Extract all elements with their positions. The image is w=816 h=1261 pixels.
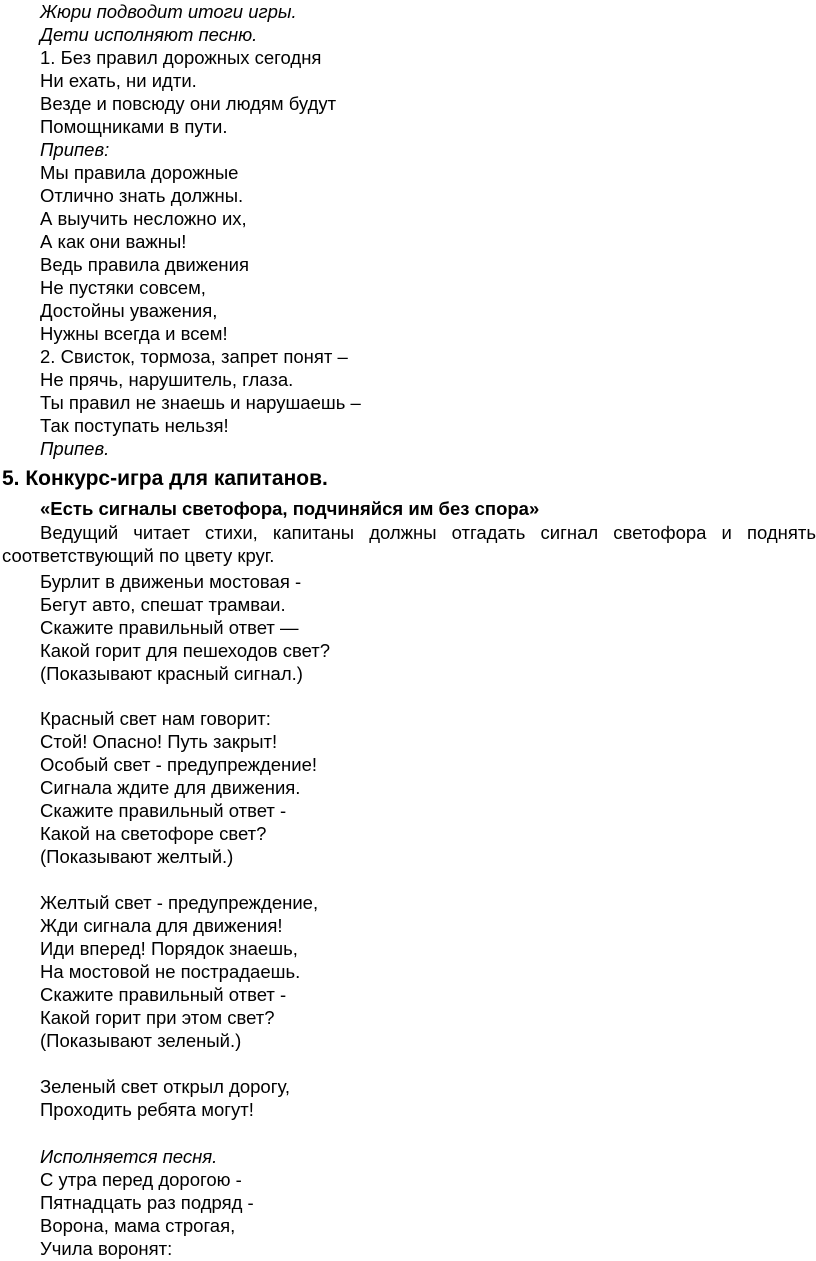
verse-green-answer: [40, 1075, 290, 1121]
text-line: На мостовой не пострадаешь.: [40, 961, 301, 982]
verse-green: [40, 891, 318, 1052]
text-line: 2. Свисток, тормоза, запрет понят –: [40, 346, 348, 367]
song-crow: [40, 1145, 254, 1260]
text-line: Припев.: [40, 438, 110, 459]
text-line: Не прячь, нарушитель, глаза.: [40, 369, 294, 390]
text-line: Сигнала ждите для движения.: [40, 777, 301, 798]
section-heading: 5. Конкурс-игра для капитанов.: [2, 467, 328, 490]
intro-line: Ведущий читает стихи, капитаны должны отгадать сигнал светофора и поднять: [40, 522, 816, 543]
text-line: Скажите правильный ответ -: [40, 984, 287, 1005]
text-line: Желтый свет - предупреждение,: [40, 892, 319, 913]
text-line: Не пустяки совсем,: [40, 277, 206, 298]
text-line: Иди вперед! Порядок знаешь,: [40, 938, 298, 959]
text-line: Зеленый свет открыл дорогу,: [40, 1076, 290, 1097]
text-line: Ты правил не знаешь и нарушаешь –: [40, 392, 361, 413]
text-line: Учила воронят:: [40, 1238, 173, 1259]
text-line: 1. Без правил дорожных сегодня: [40, 47, 322, 68]
text-line: С утра перед дорогою -: [40, 1169, 242, 1190]
text-line: А выучить несложно их,: [40, 208, 247, 229]
text-line: Проходить ребята могут!: [40, 1099, 254, 1120]
text-line: (Показывают зеленый.): [40, 1030, 242, 1051]
text-line: А как они важны!: [40, 231, 187, 252]
text-line: Нужны всегда и всем!: [40, 323, 228, 344]
text-line: Пятнадцать раз подряд -: [40, 1192, 254, 1213]
text-line: Ни ехать, ни идти.: [40, 70, 197, 91]
verse-red: [40, 570, 330, 685]
text-line: Так поступать нельзя!: [40, 415, 229, 436]
text-line: Отлично знать должны.: [40, 185, 244, 206]
section-subtitle: «Есть сигналы светофора, подчиняйся им без спора»: [40, 498, 540, 519]
text-line: Везде и повсюду они людям будут: [40, 93, 337, 114]
text-line: Мы правила дорожные: [40, 162, 239, 183]
text-line: Скажите правильный ответ —: [40, 617, 299, 638]
text-line: Ворона, мама строгая,: [40, 1215, 236, 1236]
text-line: Какой горит для пешеходов свет?: [40, 640, 331, 661]
text-line: Исполняется песня.: [40, 1146, 218, 1167]
intro-paragraph: [2, 521, 816, 567]
verse-yellow: [40, 707, 317, 868]
text-line: Какой на светофоре свет?: [40, 823, 267, 844]
text-line: Дети исполняют песню.: [40, 24, 258, 45]
text-line: Жди сигнала для движения!: [40, 915, 283, 936]
text-line: Достойны уважения,: [40, 300, 218, 321]
text-line: Припев:: [40, 139, 110, 160]
text-line: Особый свет - предупреждение!: [40, 754, 318, 775]
text-line: Помощниками в пути.: [40, 116, 228, 137]
text-line: Стой! Опасно! Путь закрыт!: [40, 731, 278, 752]
text-line: Скажите правильный ответ -: [40, 800, 287, 821]
text-line: Какой горит при этом свет?: [40, 1007, 275, 1028]
song-lyrics: [40, 0, 361, 460]
text-line: Ведь правила движения: [40, 254, 249, 275]
text-line: Жюри подводит итоги игры.: [40, 1, 297, 22]
intro-line: соответствующий по цвету круг.: [2, 545, 275, 566]
text-line: Красный свет нам говорит:: [40, 708, 271, 729]
text-line: (Показывают красный сигнал.): [40, 663, 303, 684]
text-line: (Показывают желтый.): [40, 846, 234, 867]
text-line: Бурлит в движеньи мостовая -: [40, 571, 302, 592]
text-line: Бегут авто, спешат трамваи.: [40, 594, 286, 615]
